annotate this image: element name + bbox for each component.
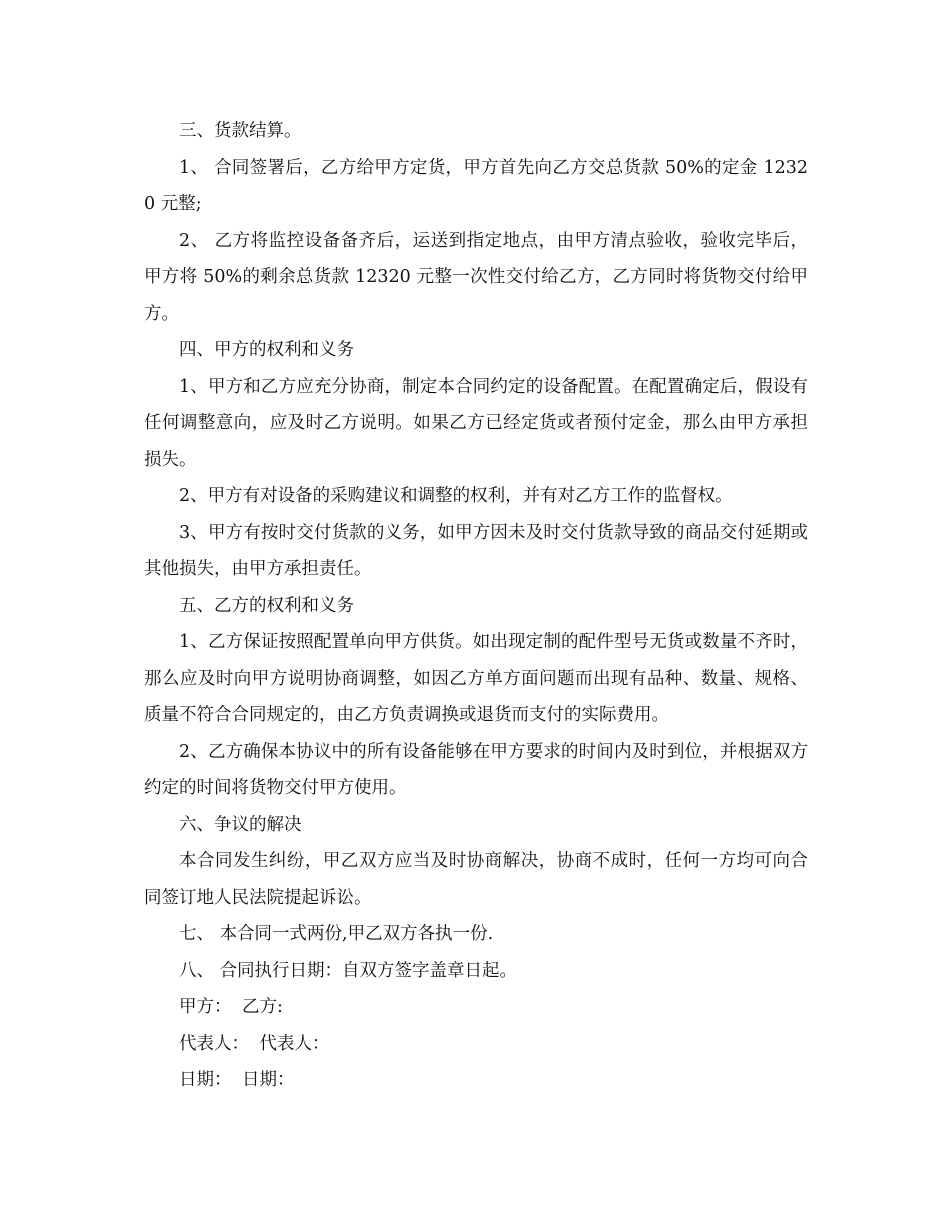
party-a-label: 甲方： — [179, 997, 232, 1017]
section-heading-party-b-rights: 五、乙方的权利和义务 — [179, 595, 354, 616]
clause-party-b-2: 2、乙方确保本协议中的所有设备能够在甲方要求的时间内及时到位，并根据双方约定的时间将货物交付甲方使用。 — [144, 741, 808, 798]
clause-copies: 七、 本合同一式两份,甲乙双方各执一份. — [179, 924, 494, 944]
clause-payment-2: 2、 乙方将监控设备备齐后，运送到指定地点，由甲方清点验收，验收完毕后，甲方将 50%的剩余总货款 12320 元整一次性交付给乙方，乙方同时将货物交付给甲方。 — [144, 230, 808, 324]
section-heading-dispute: 六、争议的解决 — [179, 814, 302, 835]
representative-b-label: 代表人： — [259, 1033, 330, 1054]
section-heading-payment: 三、货款结算。 — [179, 121, 302, 141]
date-b-label: 日期： — [242, 1070, 295, 1090]
signature-representative-row — [144, 1026, 808, 1063]
clause-party-b-1: 1、乙方保证按照配置单向甲方供货。如出现定制的配件型号无货或数量不齐时，那么应及时向甲方说明协商调整，如因乙方单方面问题而出现有品种、数量、规格、质量不符合合同规定的，由乙方负责调换或退货而支付的实际费用。 — [144, 632, 808, 725]
section-heading-party-a-rights: 四、甲方的权利和义务 — [179, 340, 354, 360]
clause-party-a-3: 3、甲方有按时交付货款的义务，如甲方因未及时交付货款导致的商品交付延期或其他损失，由甲方承担责任。 — [144, 522, 808, 579]
clause-party-a-2: 2、甲方有对设备的采购建议和调整的权利，并有对乙方工作的监督权。 — [179, 486, 733, 506]
clause-party-a-1: 1、甲方和乙方应充分协商，制定本合同约定的设备配置。在配置确定后，假设有任何调整意向，应及时乙方说明。如果乙方已经定货或者预付定金，那么由甲方承担损失。 — [144, 376, 808, 470]
clause-dispute: 本合同发生纠纷，甲乙双方应当及时协商解决，协商不成时，任何一方均可向合同签订地人民法院提起诉讼。 — [144, 851, 808, 908]
date-a-label: 日期： — [179, 1070, 232, 1090]
party-b-label: 乙方: — [242, 997, 283, 1017]
document-body — [144, 113, 808, 1099]
signature-date-row — [144, 1062, 808, 1099]
clause-payment-1: 1、 合同签署后，乙方给甲方定货，甲方首先向乙方交总货款 50%的定金 12320 元整; — [144, 157, 808, 214]
clause-effective-date: 八、 合同执行日期：自双方签字盖章日起。 — [179, 960, 518, 981]
signature-party-row — [144, 989, 808, 1026]
representative-a-label: 代表人： — [179, 1033, 249, 1054]
